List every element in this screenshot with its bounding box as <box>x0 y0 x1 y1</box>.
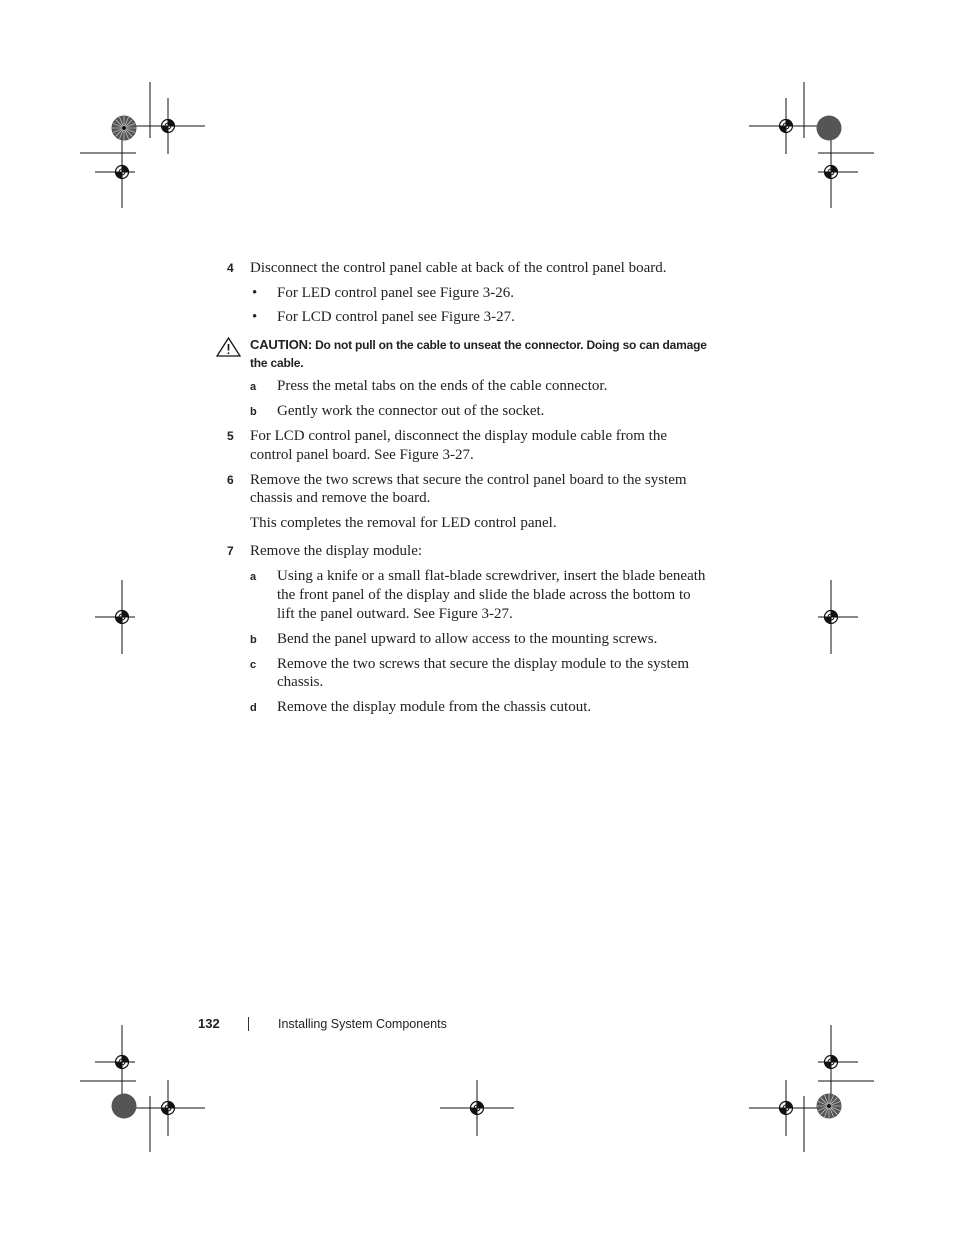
step-5-line-1: For LCD control panel, disconnect the display module cable from the <box>250 428 667 444</box>
substep-letter-b: b <box>250 634 257 646</box>
step-number-7: 7 <box>227 544 234 558</box>
bullet-marker: • <box>252 285 258 301</box>
step-number-5: 5 <box>227 429 234 443</box>
caution-note <box>250 336 730 372</box>
substep-letter-a: a <box>250 381 257 393</box>
caution-text-line-1: Do not pull on the cable to unseat the connector. Doing so can damage <box>315 338 707 352</box>
substep-letter-c: c <box>250 659 257 671</box>
substep-7a-line-2: the front panel of the display and slide the blade across the bottom to <box>277 587 691 603</box>
step-number-4: 4 <box>227 261 234 275</box>
step-5-line-2: control panel board. See Figure 3-27. <box>250 447 474 463</box>
substep-letter-b: b <box>250 406 257 418</box>
footer-section-title: Installing System Components <box>278 1017 447 1031</box>
caution-text-line-2: the cable. <box>250 356 304 370</box>
substep-letter-d: d <box>250 702 257 714</box>
substep-letter-a: a <box>250 571 257 583</box>
step-number-6: 6 <box>227 473 234 487</box>
step-4-text: Disconnect the control panel cable at back of the control panel board. <box>250 260 667 276</box>
step-6-line-2: chassis and remove the board. <box>250 490 431 506</box>
bullet-marker: • <box>252 309 258 325</box>
substep-7c-line-2: chassis. <box>277 674 324 690</box>
step-6-note: This completes the removal for LED control panel. <box>250 515 557 531</box>
step-7-text: Remove the display module: <box>250 543 423 559</box>
bullet-lcd-figure: For LCD control panel see Figure 3-27. <box>277 309 515 325</box>
bullet-led-figure: For LED control panel see Figure 3-26. <box>277 285 515 301</box>
substep-4a-text: Press the metal tabs on the ends of the cable connector. <box>277 378 608 394</box>
substep-7a-line-1: Using a knife or a small flat-blade screwdriver, insert the blade beneath <box>277 568 706 584</box>
substep-7d-text: Remove the display module from the chassis cutout. <box>277 699 592 715</box>
caution-triangle-icon <box>216 337 241 357</box>
substep-4b-text: Gently work the connector out of the socket. <box>277 403 545 419</box>
caution-label: CAUTION: <box>250 337 312 352</box>
substep-7a-line-3: lift the panel outward. See Figure 3-27. <box>277 606 513 622</box>
substep-7b-text: Bend the panel upward to allow access to the mounting screws. <box>277 631 658 647</box>
substep-7c-line-1: Remove the two screws that secure the display module to the system <box>277 656 689 672</box>
footer-divider <box>248 1017 249 1031</box>
page-number: 132 <box>198 1016 220 1031</box>
step-6-line-1: Remove the two screws that secure the control panel board to the system <box>250 472 687 488</box>
